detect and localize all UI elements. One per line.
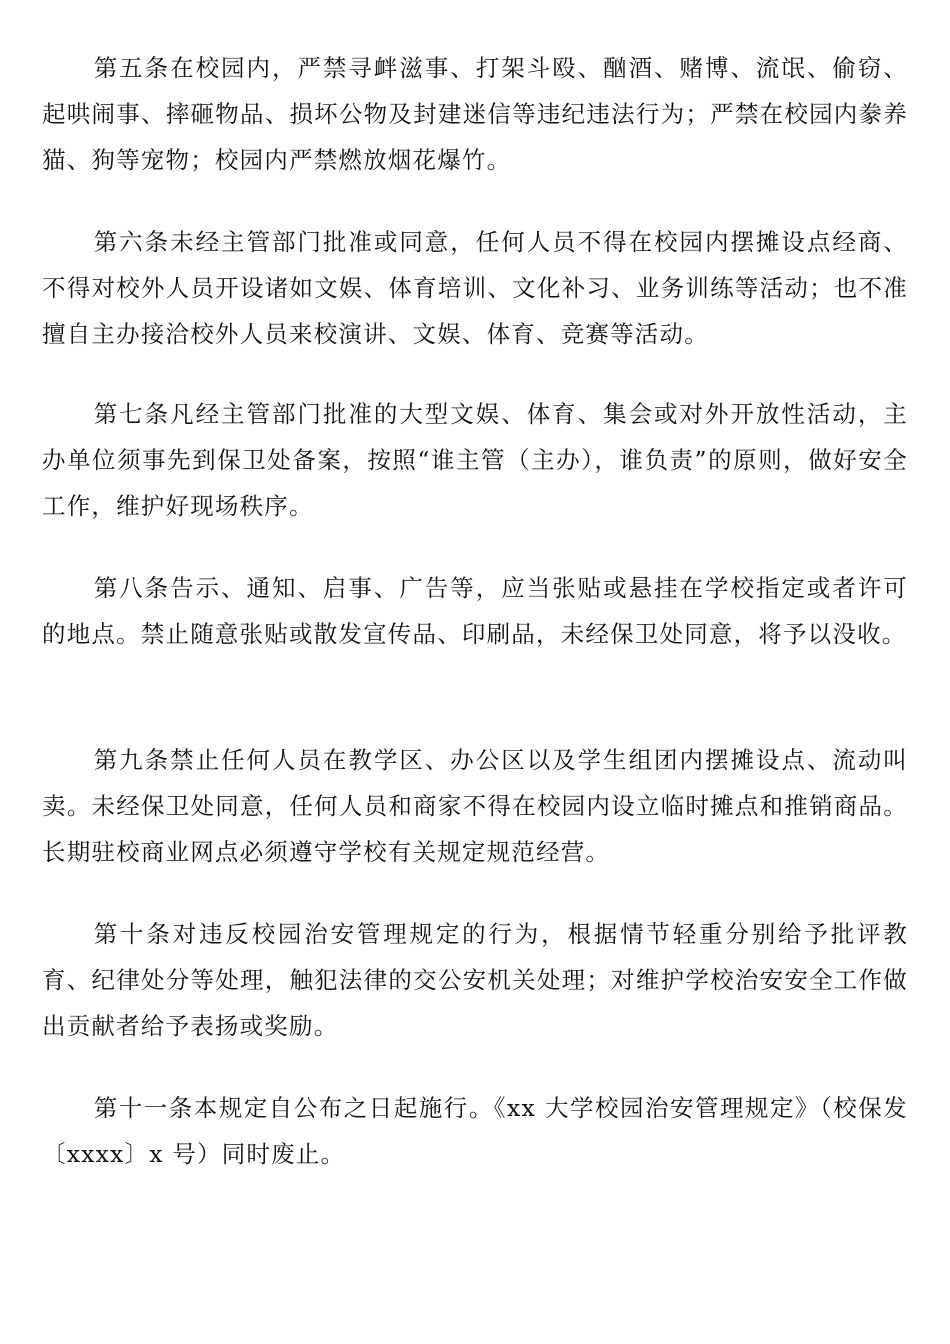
article-11-paragraph: 第十一条本规定自公布之日起施行。《xx 大学校园治安管理规定》（校保发〔xxxx〕x 号）同时废止。	[42, 1094, 908, 1168]
article-10-paragraph: 第十条对违反校园治安管理规定的行为，根据情节轻重分别给予批评教育、纪律处分等处理，触犯法律的交公安机关处理；对维护学校治安安全工作做出贡献者给予表扬或奖励。	[42, 920, 908, 1040]
article-8-paragraph: 第八条告示、通知、启事、广告等，应当张贴或悬挂在学校指定或者许可的地点。禁止随意张贴或散发宣传品、印刷品，未经保卫处同意，将予以没收。	[42, 574, 908, 648]
article-9-paragraph: 第九条禁止任何人员在教学区、办公区以及学生组团内摆摊设点、流动叫卖。未经保卫处同意，任何人员和商家不得在校园内设立临时摊点和推销商品。长期驻校商业网点必须遵守学校有关规定规范经营。	[42, 746, 908, 866]
article-6-paragraph: 第六条未经主管部门批准或同意，任何人员不得在校园内摆摊设点经商、不得对校外人员开设诸如文娱、体育培训、文化补习、业务训练等活动；也不准擅自主办接洽校外人员来校演讲、文娱、体育、竞赛等活动。	[42, 228, 908, 348]
article-5-paragraph: 第五条在校园内，严禁寻衅滋事、打架斗殴、酗酒、赌博、流氓、偷窃、起哄闹事、摔砸物品、损坏公物及封建迷信等违纪违法行为；严禁在校园内豢养猫、狗等宠物；校园内严禁燃放烟花爆竹。	[42, 54, 908, 174]
article-7-paragraph: 第七条凡经主管部门批准的大型文娱、体育、集会或对外开放性活动，主办单位须事先到保卫处备案，按照“谁主管（主办），谁负责”的原则，做好安全工作，维护好现场秩序。	[42, 400, 908, 520]
